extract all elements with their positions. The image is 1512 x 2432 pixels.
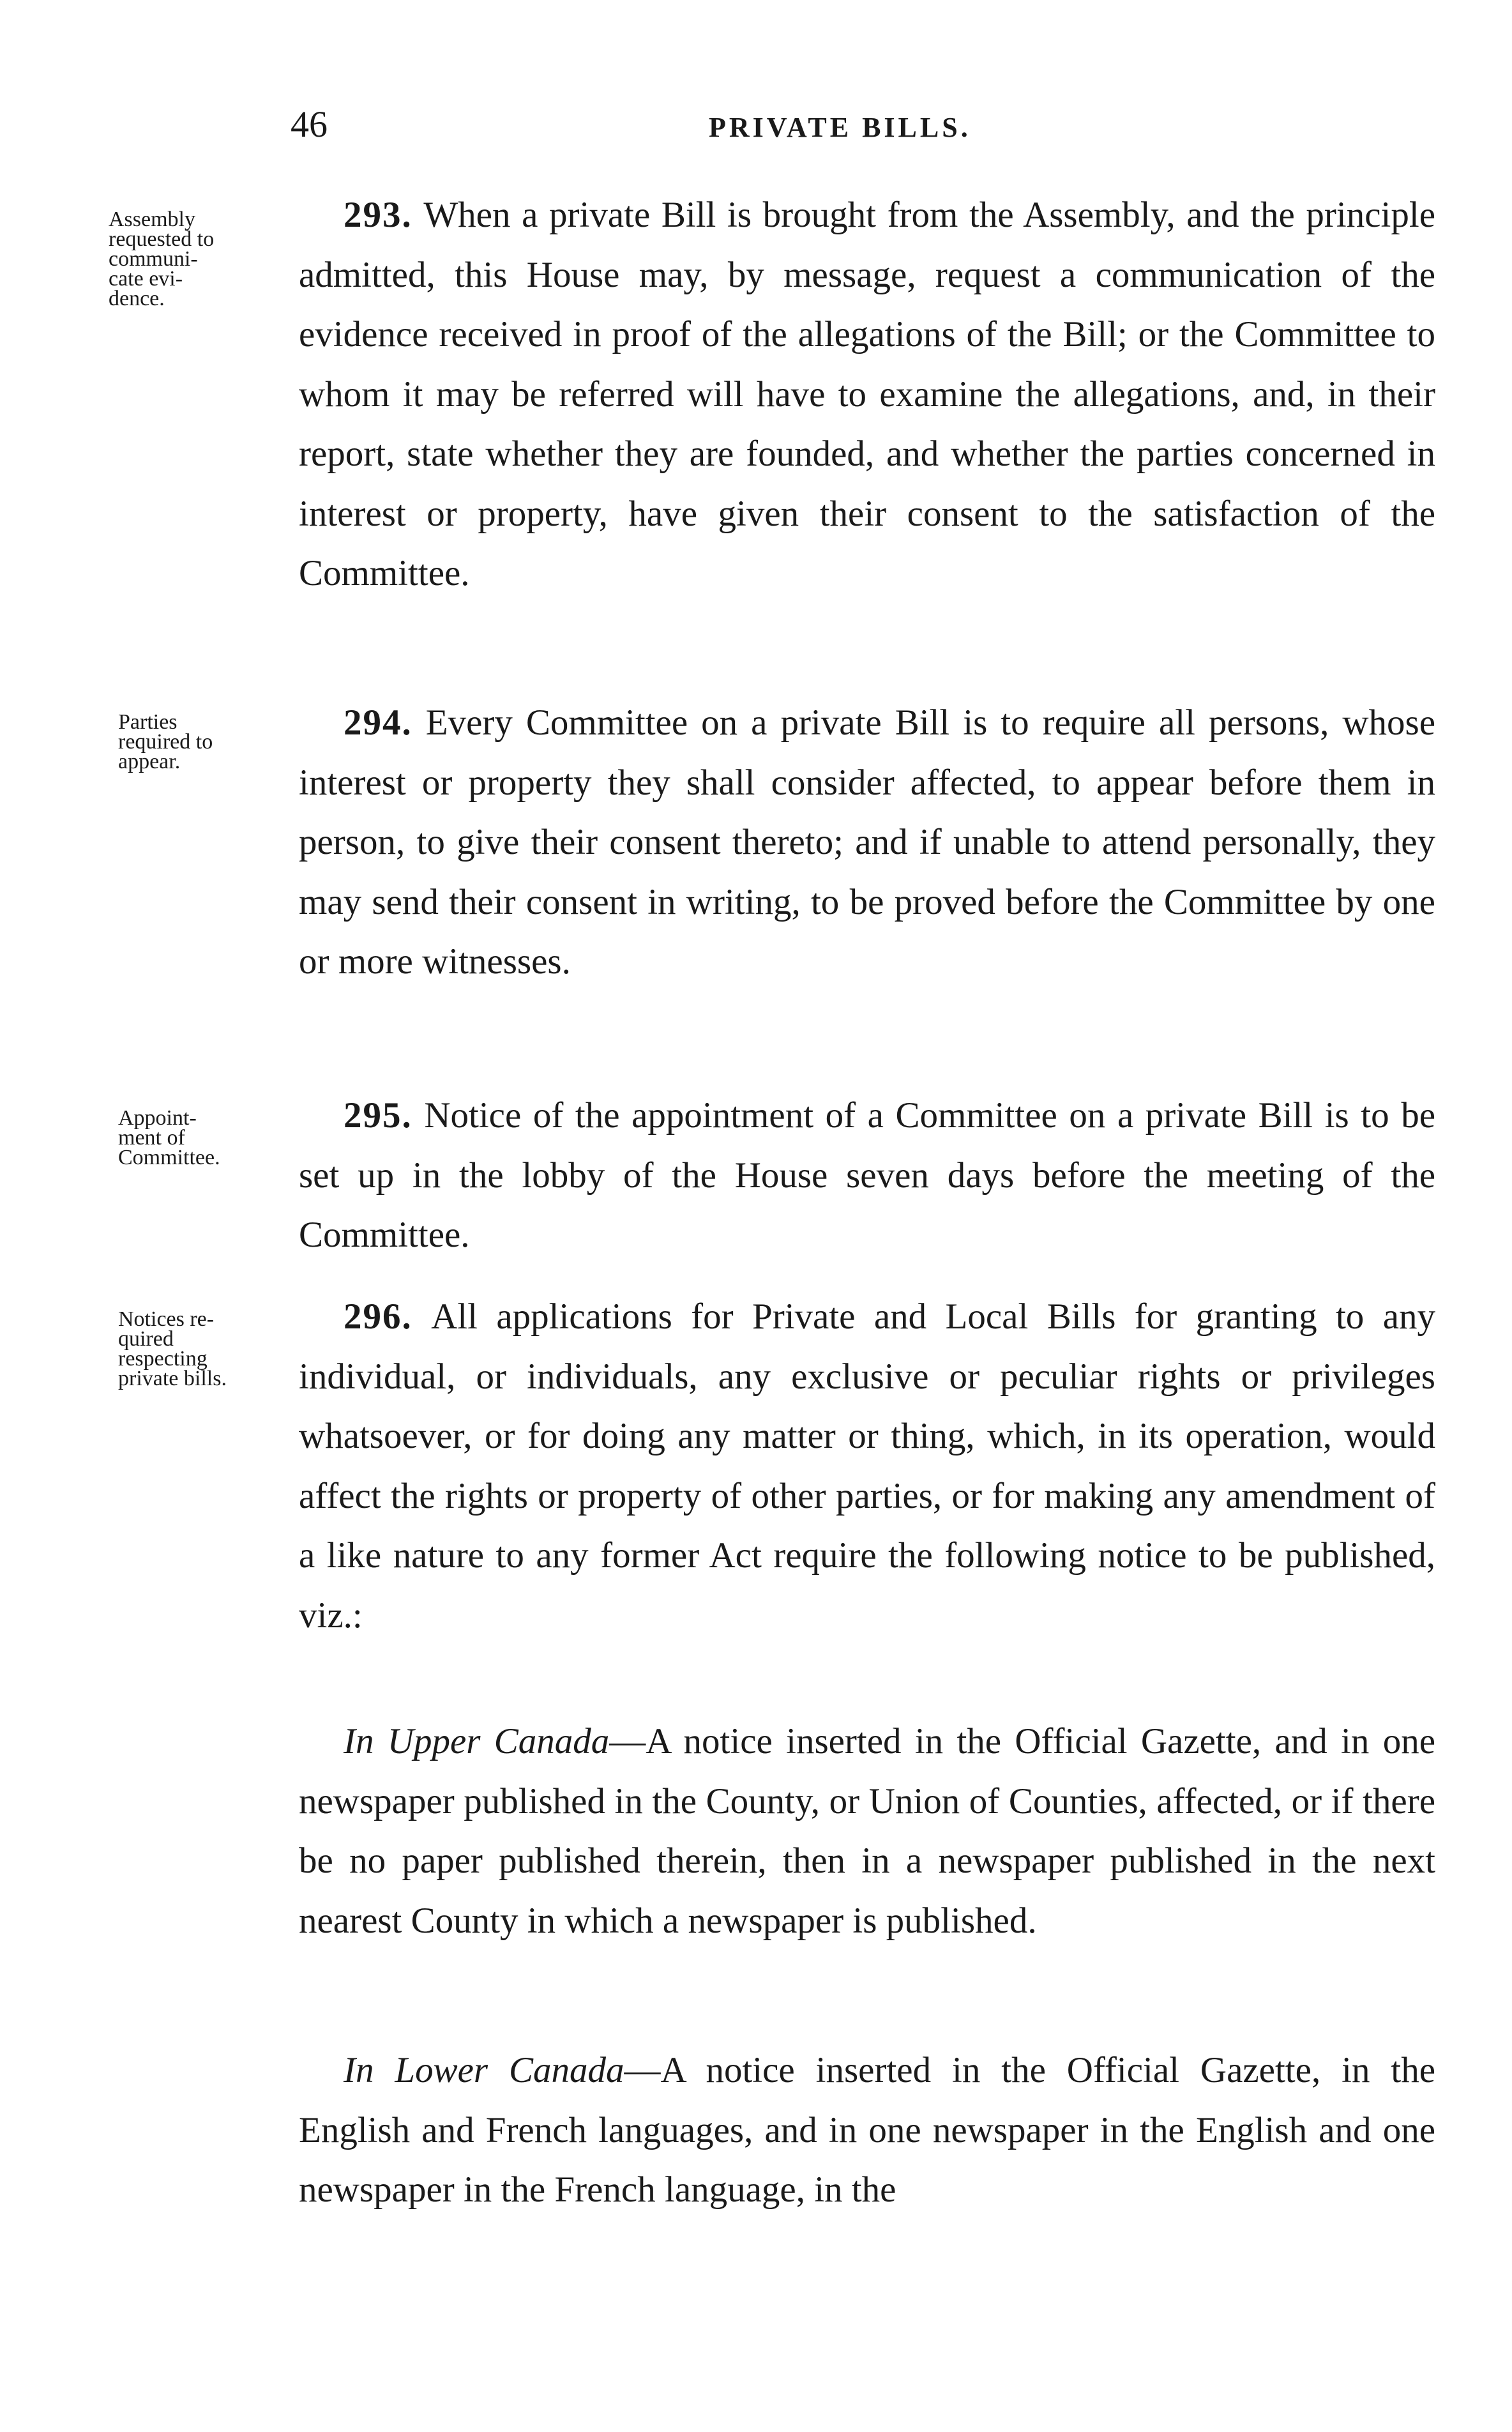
section-number-294: 294. bbox=[344, 703, 412, 743]
margin-note-294: Parties required to appear. bbox=[118, 710, 213, 773]
section-number-296: 296. bbox=[344, 1296, 412, 1337]
margin-note-295: Appoint- ment of Committee. bbox=[118, 1106, 220, 1169]
page-number: 46 bbox=[291, 103, 328, 145]
margin-note-296: Notices re- quired respecting private bills. bbox=[118, 1307, 227, 1390]
margin-note-293: Assembly requested to communi- cate evi- dence. bbox=[109, 208, 215, 310]
section-text-295: Notice of the appointment of a Committee on a private Bill is to be set up in the lobby of the House seven days before the meeting of the Committee. bbox=[299, 1095, 1436, 1255]
notice-text-lower-canada: —A notice inserted in the Official Gazette, in the English and French languages, and in one newspaper in the English and one newspaper in the French language, in the bbox=[299, 2050, 1435, 2210]
section-text-293: When a private Bill is brought from the Assembly, and the principle admitted, this House may, by message, request a communication of the evidence received in proof of the allegations of the Bill; or the Committee to whom it may be referred will have to examine the allegations, and, in their report, state whether they are founded, and whether the parties concerned in interest or property, have given their consent to the satisfaction of the Committee. bbox=[299, 195, 1435, 593]
running-head: PRIVATE BILLS. bbox=[709, 112, 971, 143]
section-number-295: 295. bbox=[344, 1095, 412, 1136]
section-text-296: All applications for Private and Local Bills for granting to any individual, or individuals, any exclusive or peculiar rights or privileges whatsoever, or for doing any matter or thing, which, in its operation, would affect the rights or property of other parties, or for making any amendment of a like nature to any former Act require the following notice to be published, viz.: bbox=[299, 1296, 1435, 1636]
section-295 bbox=[299, 1086, 1435, 1265]
notice-lower-canada bbox=[299, 2041, 1435, 2220]
section-294 bbox=[299, 693, 1435, 992]
notice-label-lower-canada: In Lower Canada bbox=[344, 2050, 624, 2090]
notice-text-upper-canada: —A notice inserted in the Official Gazette, and in one newspaper published in the County, or Union of Counties, affected, or if there be no paper published therein, then in a newspaper published in the next nearest County in which a newspaper is published. bbox=[299, 1721, 1435, 1941]
section-296 bbox=[299, 1287, 1435, 1645]
notice-upper-canada bbox=[299, 1712, 1435, 1950]
section-293 bbox=[299, 185, 1435, 604]
notice-label-upper-canada: In Upper Canada bbox=[344, 1721, 610, 1761]
section-text-294: Every Committee on a private Bill is to require all persons, whose interest or property they shall consider affected, to appear before them in person, to give their consent thereto; and if unable to attend personally, they may send their consent in writing, to be proved before the Committee by one or more witnesses. bbox=[299, 703, 1435, 982]
section-number-293: 293. bbox=[344, 195, 412, 235]
